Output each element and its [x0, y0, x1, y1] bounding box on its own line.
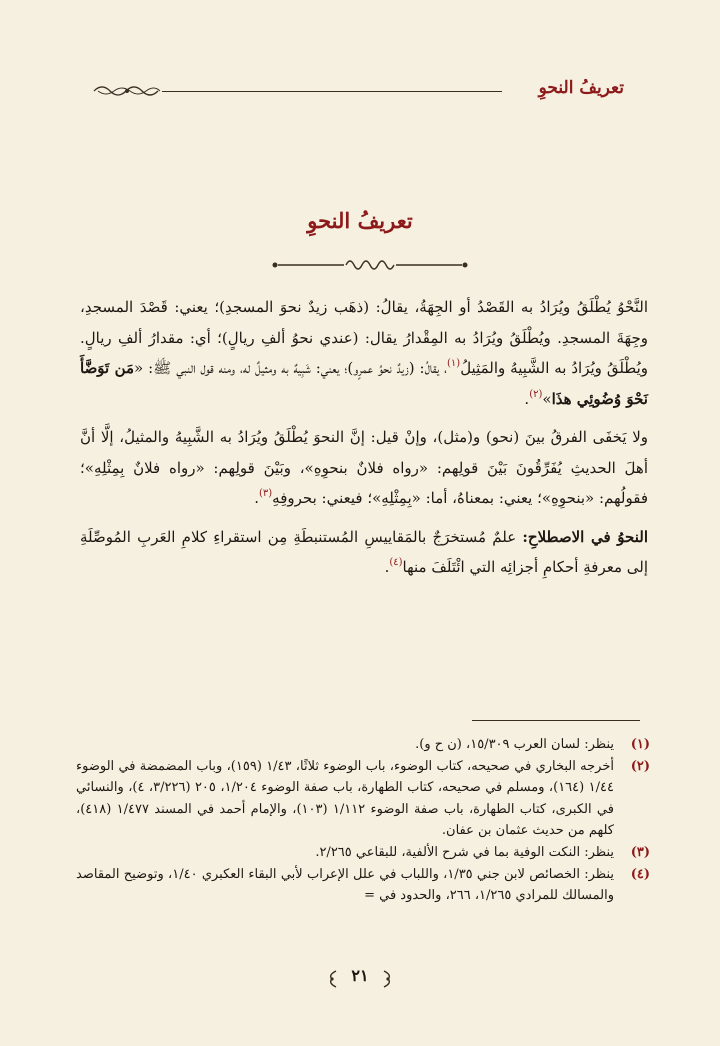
footnote-ref[interactable]: (٤) [389, 557, 403, 568]
footnote-number: (٣) [630, 844, 650, 860]
header-rule [162, 91, 502, 92]
paragraph-text: علمٌ مُستخرَجٌ بالمَقاييسِ المُستنبطَةِ مِن استقراءِ كلامِ العَربِ المُوصِّلَةِ إلى معرفةِ أحكامِ أجزائِه التي ائْتَلَفَ منها [80, 527, 648, 576]
footnote-number: (٢) [630, 758, 650, 774]
footnote-number: (١) [630, 737, 650, 752]
footnote-item [76, 734, 650, 756]
footnote-text: ينظر: لسان العرب ١٥/٣٠٩، (ن ح و). [415, 737, 614, 752]
footnotes [76, 734, 650, 907]
page-number-ornament-icon [382, 970, 394, 988]
footnote-separator [472, 720, 640, 721]
paragraph-difference: ولا يَخفَى الفرقُ بينَ (نحو) و(مثل)، وإنْ قيل: إنَّ النحوَ يُطْلَقُ ويُرَادُ به الشَّبِيهُ والمثيلُ، إلَّا أنَّ أهلَ الحديثِ يُفَرِّقُونَ بَيْنَ قولِهم: «رواه فلانٌ بنحوِهِ»، وبَيْنَ قولِهم: «رواه فلانٌ بِمِثْلِهِ»؛ فقولُهم: «بنحوِهِ»؛ يعني: بمعناهُ، أما: «بِمِثْلِهِ»؛ فيعني: بحروفِهِ$^{(٣)}$. [80, 428, 648, 507]
footnote-ref[interactable]: (٣) [258, 488, 273, 499]
running-header [92, 78, 624, 104]
main-text [80, 292, 648, 591]
footnote-text: ينظر: الخصائص لابن جني ١/٣٥، واللباب في علل الإعراب لأبي البقاء العكبري ١/٤٠، وتوضيح المقاصد والمسالك للمرادي ١/٢٦٥، ٢٦٦، والحدود في = [76, 866, 614, 904]
footnote-ref[interactable]: (١) [447, 358, 461, 369]
hadith-quote: مَن تَوَضَّأَ نَحْوَ وُضُوئِي هذَا [80, 359, 648, 408]
page-number: ٢١ [351, 966, 369, 985]
footnote-item [76, 864, 650, 907]
footnote-ref[interactable]: (٢) [529, 388, 543, 400]
footnote-text: أخرجه البخاري في صحيحه، كتاب الوضوء، باب الوضوء ثلاثًا، ١/٤٣ (١٥٩)، وباب المضمضة في الوضوء ١/٤٤ (١٦٤)، ومسلم في صحيحه، كتاب الطهارة، باب صفة الوضوء ١/٢٠٤، ٢٠٥ (٣/٢٢٦، ٤)، والنسائي في الكبرى، كتاب الطهارة، باب صفة الوضوء ١/١١٢ (١٠٣)، والإمام أحمد في المسند ١/٤٧٧ (٤١٨)، كلهم من حديث عثمان بن عفان. [76, 758, 614, 839]
paragraph-text: ولا يَخفَى الفرقُ بينَ (نحو) و(مثل)، وإنْ قيل: إنَّ النحوَ يُطْلَقُ ويُرَادُ به الشَّبِيهُ والمثيلُ، إلَّا أنَّ أهلَ الحديثِ يُفَرِّقُونَ بَيْنَ قولِهم: «رواه فلانٌ بنحوِهِ»، وبَيْنَ قولِهم: «رواه فلانٌ بِمِثْلِهِ»؛ فقولُهم: «بنحوِهِ»؛ يعني: بمعناهُ، أما: «بِمِثْلِهِ»؛ فيعني: بحروفِهِ [80, 428, 648, 507]
footnote-item [76, 842, 650, 864]
paragraph-definition-technical: النحوُ في الاصطلاحِ: علمٌ مُستخرَجٌ بالمَقاييسِ المُستنبطَةِ مِن استقراءِ كلامِ العَربِ المُوصِّلَةِ إلى معرفةِ أحكامِ أجزائِه التي ائْتَلَفَ منها$^{(٤)}$. [80, 527, 648, 576]
chapter-title: تعريفُ النحوِ [307, 208, 413, 233]
paragraph-text: النَّحْوُ يُطْلَقُ ويُرَادُ به القَصْدُ أو الجِهَةُ، يقالُ: (ذهَب زيدٌ نحوَ المسجدِ)؛ يعني: قَصْدَ المسجدِ، وجِهَةَ المسجدِ. ويُطْلَقُ ويُرَادُ به المِقْدارُ يقال: (عندي نحوُ ألفِ ريالٍ)؛ أي: مقدارُ ألفِ ريالٍ. ويُطْلَقُ ويُرَادُ به الشَّبِيهُ والمَثِيلُ [80, 298, 649, 377]
paragraph-text: ، يقالُ: (زيدٌ نحوُ عمرٍو)؛ يعني: شَبِيهٌ به ومثيلٌ له، ومنه قول النبي ﷺ: « [134, 359, 447, 377]
paragraph-definition-lexical: النَّحْوُ يُطْلَقُ ويُرَادُ به القَصْدُ أو الجِهَةُ، يقالُ: (ذهَب زيدٌ نحوَ المسجدِ)؛ يعني: قَصْدَ المسجدِ، وجِهَةَ المسجدِ. ويُطْلَقُ ويُرَادُ به المِقْدارُ يقال: (عندي نحوُ ألفِ ريالٍ)؛ أي: مقدارُ ألفِ ريالٍ. ويُطْلَقُ ويُرَادُ به الشَّبِيهُ والمَثِيلُ$^{(١)}$، يقالُ: (زيدٌ نحوُ عمرٍو)؛ يعني: شَبِيهٌ به ومثيلٌ له، ومنه قول النبي ﷺ: «مَن تَوَضَّأَ نَحْوَ وُضُوئِي هذَا»$^{(٢)}$. [80, 298, 649, 408]
quote-close: » [542, 389, 552, 408]
footnote-number: (٤) [630, 866, 650, 882]
ornament-divider-icon [272, 256, 468, 274]
footnote-text: ينظر: النكت الوفية بما في شرح الألفية، للبقاعي ٢/٢٦٥. [315, 844, 614, 860]
running-header-title: تعريفُ النحوِ [538, 78, 624, 98]
term-heading: النحوُ في الاصطلاحِ: [522, 527, 648, 546]
footnote-item [76, 756, 650, 842]
ornament-icon [92, 81, 162, 101]
